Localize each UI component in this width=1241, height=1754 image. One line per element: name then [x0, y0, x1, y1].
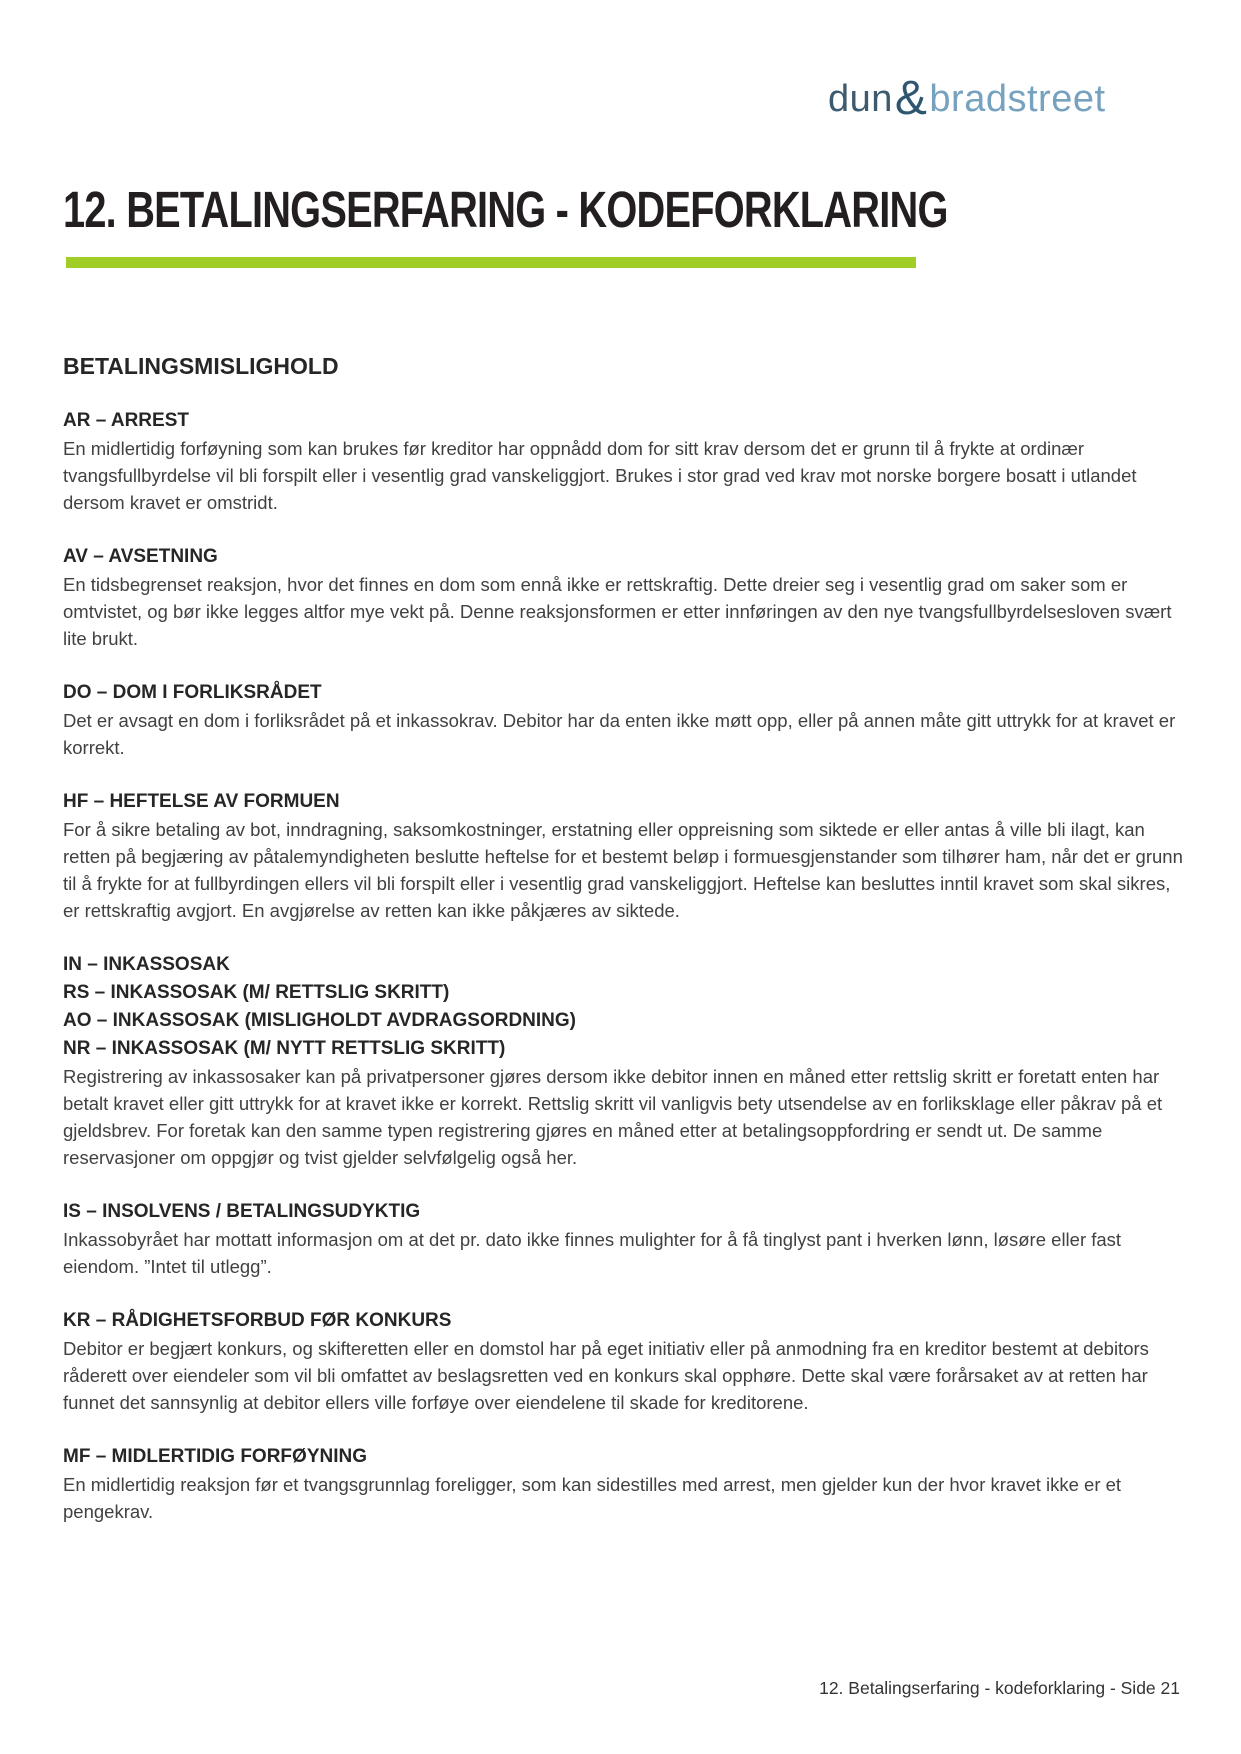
code-heading: AO – INKASSOSAK (MISLIGHOLDT AVDRAGSORDNING): [63, 1010, 577, 1031]
code-description: En midlertidig reaksjon før et tvangsgrunnlag foreligger, som kan sidestilles med arrest, men gjelder kun der hvor kravet ikke er et pengekrav.: [63, 1474, 1122, 1522]
code-section: [63, 679, 1188, 761]
code-description: For å sikre betaling av bot, inndragning, saksomkostninger, erstatning eller oppreisning som siktede er eller antas å ville bli ilagt, kan retten på begjæring av påtalemyndigheten beslutte heftelse for et bestemt beløp i formuesgjenstander som tilhører ham, når det er grunn til å frykte for at fullbyrdingen ellers vil bli forspilt eller i vesentlig grad vanskeliggjort. Heftelse kan besluttes inntil kravet som skal sikres, er rettskraftig avgjort. En avgjørelse av retten kan ikke påkjæres av siktede.: [63, 819, 1183, 921]
code-heading: NR – INKASSOSAK (M/ NYTT RETTSLIG SKRITT): [63, 1038, 506, 1059]
code-heading: IS – INSOLVENS / BETALINGSUDYKTIG: [63, 1201, 421, 1222]
content-area: [63, 352, 1188, 1525]
code-section: [63, 1198, 1188, 1280]
code-heading: HF – HEFTELSE AV FORMUEN: [63, 791, 340, 812]
code-section: [63, 543, 1188, 652]
code-description: Registrering av inkassosaker kan på privatpersoner gjøres dersom ikke debitor innen en måned etter rettslig skritt er foretatt enten har betalt kravet eller gitt uttrykk for at kravet ikke er korrekt. Rettslig skritt vil vanligvis bety utsendelse av en forliksklage eller påkrav på et gjeldsbrev. For foretak kan den samme typen registrering gjøres en måned etter at betalingsoppfordring er sendt ut. De samme reservasjoner om oppgjør og tvist gjelder selvfølgelig også her.: [63, 1066, 1163, 1168]
logo-text-dun: dun: [828, 78, 893, 120]
title-underline-rule: [66, 257, 916, 268]
code-section: [63, 1307, 1188, 1416]
code-description: Inkassobyrået har mottatt informasjon om at det pr. dato ikke finnes mulighter for å få tinglyst pant i hverken lønn, løsøre eller fast eiendom. ”Intet til utlegg”.: [63, 1229, 1122, 1277]
code-heading: IN – INKASSOSAK: [63, 954, 230, 975]
ampersand-icon: &: [894, 72, 928, 125]
code-description: Debitor er begjært konkurs, og skifteretten eller en domstol har på eget initiativ eller på anmodning fra en kreditor bestemt at debitors råderett over eiendeler som vil bli omfattet av beslagsretten ved en konkurs skal opphøre. Dette skal være forårsaket av at retten har funnet det sannsynlig at debitor ellers ville forføye over eiendelene til skade for kreditorene.: [63, 1338, 1149, 1413]
page-title: 12. BETALINGSERFARING - KODEFORKLARING: [63, 181, 948, 238]
code-description: En tidsbegrenset reaksjon, hvor det finnes en dom som ennå ikke er rettskraftig. Dette dreier seg i vesentlig grad om saker som er omtvistet, og bør ikke legges altfor mye vekt på. Denne reaksjonsformen er etter innføringen av den nye tvangsfullbyrdelsesloven svært lite brukt.: [63, 574, 1172, 649]
code-heading: KR – RÅDIGHETSFORBUD FØR KONKURS: [63, 1310, 452, 1331]
code-section: [63, 788, 1188, 924]
code-description: Det er avsagt en dom i forliksrådet på et inkassokrav. Debitor har da enten ikke møtt opp, eller på annen måte gitt uttrykk for at kravet er korrekt.: [63, 710, 1176, 758]
code-description: En midlertidig forføyning som kan brukes før kreditor har oppnådd dom for sitt krav dersom det er grunn til å frykte at ordinær tvangsfullbyrdelse vil bli forspilt eller i vesentlig grad vanskeliggjort. Brukes i stor grad ved krav mot norske borgere bosatt i utlandet dersom kravet er omstridt.: [63, 438, 1137, 513]
logo-text-bradstreet: bradstreet: [929, 78, 1106, 120]
code-section: [63, 951, 1188, 1171]
category-heading: BETALINGSMISLIGHOLD: [63, 353, 339, 379]
code-heading: RS – INKASSOSAK (M/ RETTSLIG SKRITT): [63, 982, 450, 1003]
code-heading: AR – ARREST: [63, 410, 189, 431]
code-section: [63, 407, 1188, 516]
code-heading: DO – DOM I FORLIKSRÅDET: [63, 682, 322, 703]
page-footer: 12. Betalingserfaring - kodeforklaring - Side 21: [819, 1678, 1180, 1698]
dun-bradstreet-logo: [828, 72, 1106, 123]
code-sections: [63, 407, 1188, 1525]
code-heading: MF – MIDLERTIDIG FORFØYNING: [63, 1446, 367, 1467]
code-section: [63, 1443, 1188, 1525]
code-heading: AV – AVSETNING: [63, 546, 218, 567]
